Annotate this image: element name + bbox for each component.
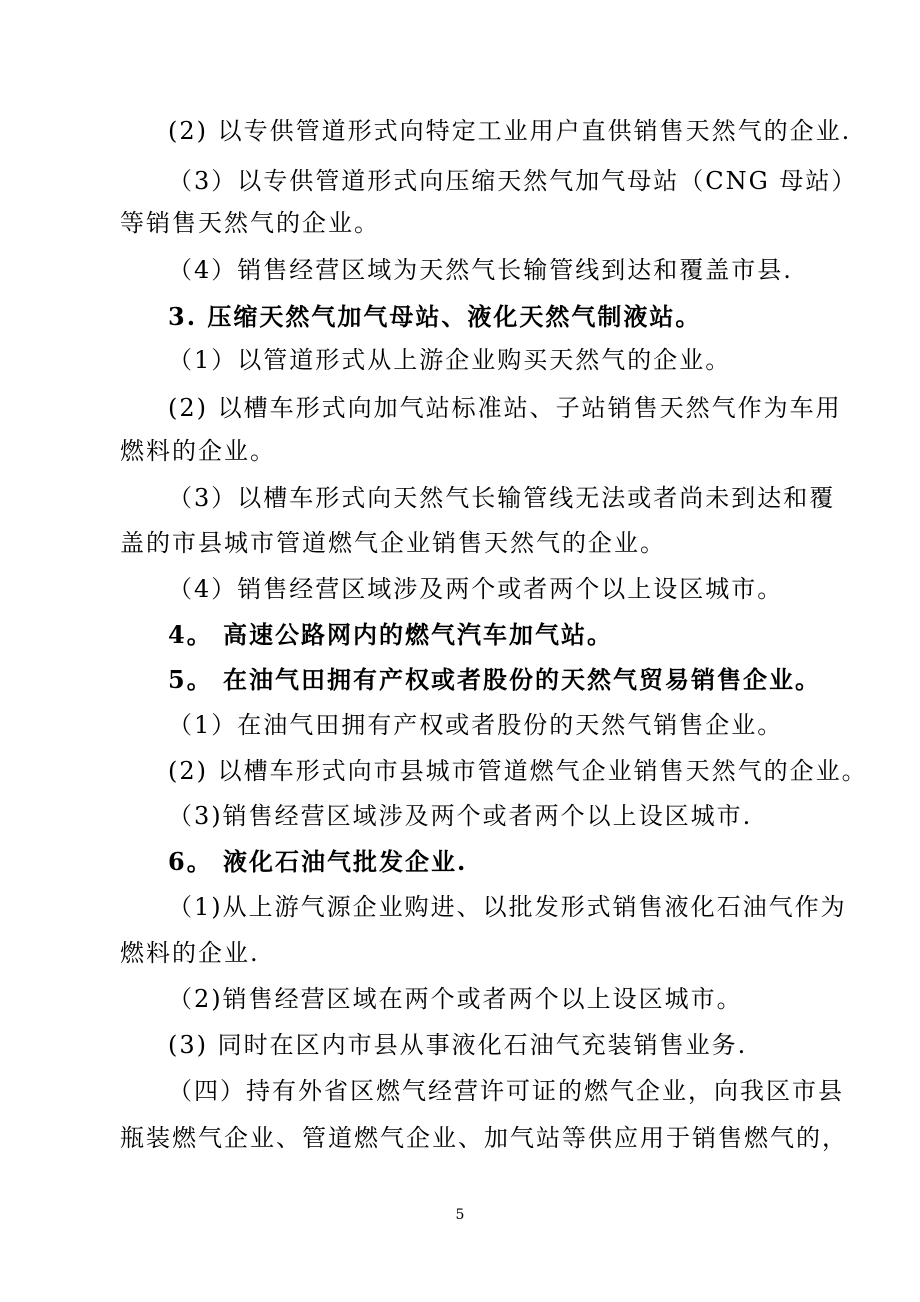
text-line-16: （3)销售经营区域涉及两个或者两个以上设区城市. [168, 802, 753, 830]
text-line-3: 等销售天然气的企业。 [120, 209, 380, 237]
section-heading-3: 3. 压缩天然气加气母站、液化天然气制液站。 [168, 302, 702, 331]
text-line-14: （1）在油气田拥有产权或者股份的天然气销售企业。 [168, 711, 784, 739]
section-heading-4: 4。 高速公路网内的燃气汽车加气站。 [168, 620, 614, 649]
section-heading-5: 5。 在油气田拥有产权或者股份的天然气贸易销售企业。 [168, 665, 822, 694]
page-number: 5 [455, 1207, 465, 1223]
text-line-2: （3）以专供管道形式向压缩天然气加气母站（CNG 母站） [168, 167, 858, 195]
text-line-1: (2) 以专供管道形式向特定工业用户直供销售天然气的企业. [168, 117, 852, 145]
text-line-18: （1)从上游气源企业购进、以批发形式销售液化石油气作为 [168, 893, 847, 921]
text-line-23: 瓶装燃气企业、管道燃气企业、加气站等供应用于销售燃气的， [120, 1124, 848, 1152]
text-line-8: 燃料的企业。 [120, 437, 276, 465]
text-line-10: 盖的市县城市管道燃气企业销售天然气的企业。 [120, 529, 666, 557]
text-line-4: （4）销售经营区域为天然气长输管线到达和覆盖市县. [168, 256, 793, 284]
text-line-9: （3）以槽车形式向天然气长输管线无法或者尚未到达和覆 [168, 484, 836, 512]
section-heading-6: 6。 液化石油气批发企业. [168, 847, 468, 876]
text-line-21: (3) 同时在区内市县从事液化石油气充装销售业务. [168, 1031, 748, 1059]
text-line-11: （4）销售经营区域涉及两个或者两个以上设区城市。 [168, 575, 784, 603]
text-line-6: （1）以管道形式从上游企业购买天然气的企业。 [168, 346, 732, 374]
text-line-7: (2) 以槽车形式向加气站标准站、子站销售天然气作为车用 [168, 394, 842, 422]
text-line-15: (2) 以槽车形式向市县城市管道燃气企业销售天然气的企业。 [168, 757, 868, 785]
text-line-20: （2)销售经营区域在两个或者两个以上设区城市。 [168, 985, 743, 1013]
text-line-19: 燃料的企业. [120, 939, 260, 967]
text-line-22: （四）持有外省区燃气经营许可证的燃气企业，向我区市县 [168, 1077, 844, 1105]
